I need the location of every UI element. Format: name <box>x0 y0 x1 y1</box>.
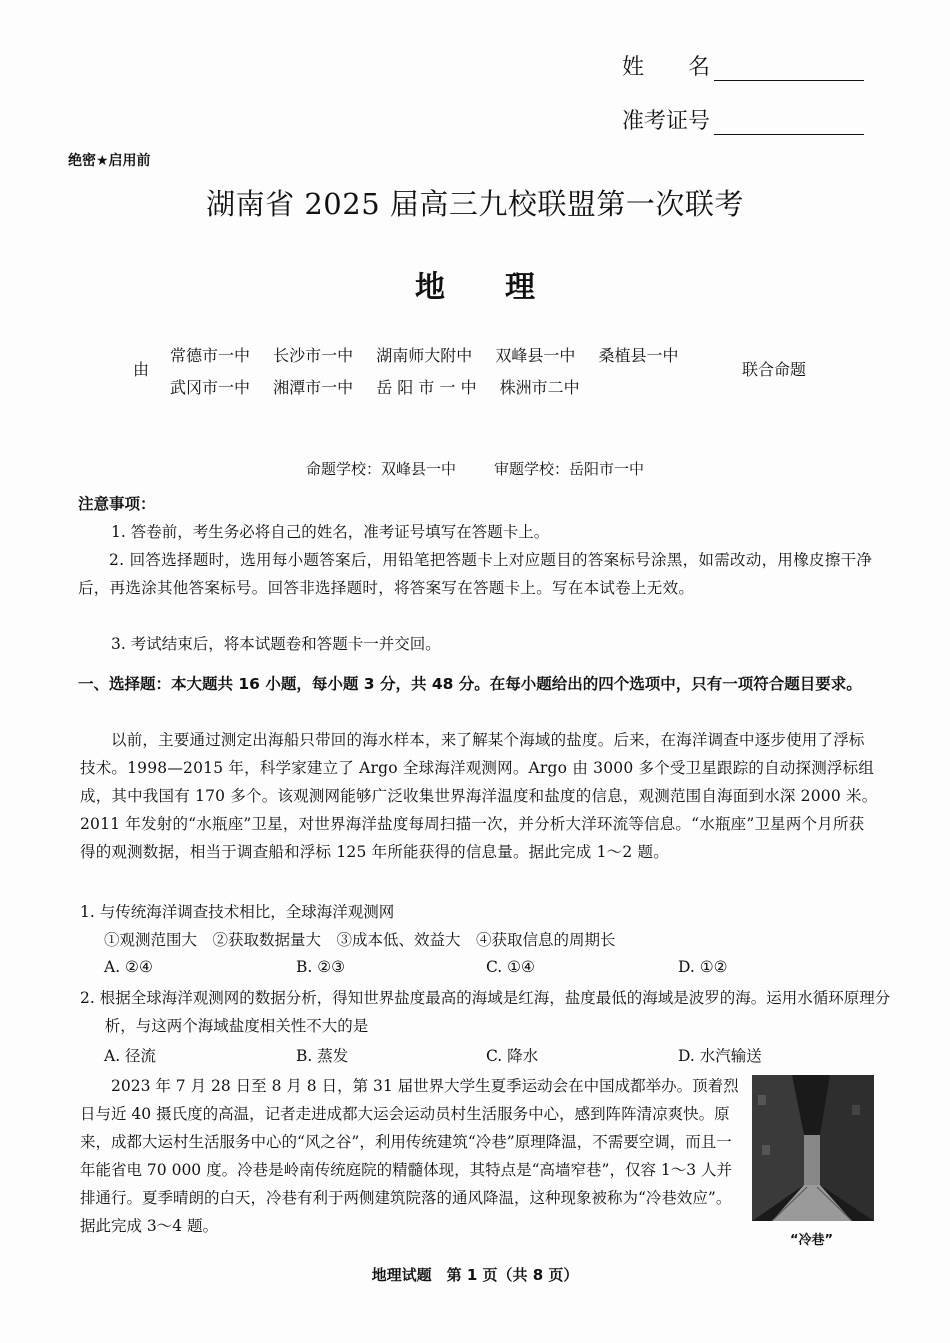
school-row-2 <box>170 375 580 398</box>
notice-item-2: 2. 回答选择题时，选用每小题答案后，用铅笔把答题卡上对应题目的答案标号涂黑，如需改动，用橡皮擦干净后，再选涂其他答案标号。回答非选择题时，将答案写在答题卡上。写在本试卷上无效。 <box>78 551 873 597</box>
q2-option-a[interactable]: A. 径流 <box>104 1047 157 1065</box>
q1-option-a[interactable]: A. ②④ <box>104 958 153 976</box>
school: 常德市一中 <box>170 346 251 365</box>
secret-label: 绝密★启用前 <box>68 153 151 169</box>
name-label: 姓 名 <box>622 55 711 80</box>
school: 武冈市一中 <box>170 378 251 397</box>
school: 岳 阳 市 一 中 <box>376 378 477 397</box>
q1-option-d[interactable]: D. ①② <box>678 958 728 976</box>
exam-number-label: 准考证号 <box>622 109 711 134</box>
exam-number-field[interactable] <box>622 104 864 135</box>
school: 湖南师大附中 <box>376 346 473 365</box>
school: 桑植县一中 <box>598 346 679 365</box>
q2-option-c[interactable]: C. 降水 <box>486 1047 539 1065</box>
school: 湘潭市一中 <box>273 378 354 397</box>
q2-option-d[interactable]: D. 水汽输送 <box>678 1047 762 1065</box>
schools-suffix: 联合命题 <box>742 360 807 379</box>
section-heading: 一、选择题：本大题共 16 小题，每小题 3 分，共 48 分。在每小题给出的四个选项中，只有一项符合题目要求。 <box>78 675 862 693</box>
question-1-items: ①观测范围大 ②获取数据量大 ③成本低、效益大 ④获取信息的周期长 <box>104 931 616 949</box>
q1-option-c[interactable]: C. ①④ <box>486 958 535 976</box>
school: 株洲市二中 <box>499 378 580 397</box>
question-2-stem: 2. 根据全球海洋观测网的数据分析，得知世界盐度最高的海域是红海，盐度最低的海域是波罗的海。运用水循环原理分析，与这两个海域盐度相关性不大的是 <box>80 989 891 1035</box>
subject-title: 地 理 <box>415 270 535 305</box>
cold-alley-photo <box>752 1075 874 1221</box>
school: 双峰县一中 <box>495 346 576 365</box>
setter-school: 命题学校：双峰县一中 审题学校：岳阳市一中 <box>305 460 645 478</box>
school-row-1 <box>170 343 678 366</box>
notice-item-1: 1. 答卷前，考生务必将自己的姓名，准考证号填写在答题卡上。 <box>111 523 550 541</box>
name-field[interactable] <box>622 50 864 81</box>
school: 长沙市一中 <box>273 346 354 365</box>
name-blank[interactable] <box>714 58 864 81</box>
q2-option-b[interactable]: B. 蒸发 <box>296 1047 349 1065</box>
schools-prefix: 由 <box>133 360 150 379</box>
material-1: 以前，主要通过测定出海船只带回的海水样本，来了解某个海域的盐度。后来，在海洋调查中逐步使用了浮标技术。1998—2015 年，科学家建立了 Argo 全球海洋观测网。Argo 由 3000 多个受卫星跟踪的自动探测浮标组成，其中我国有 170 多个。该观测网能够广泛收集世界海洋温度和盐度的信息，观测范围自海面到水深 2000 米。2011 年发射的“水瓶座”卫星，对世界海洋盐度每周扫描一次，并分析大洋环流等信息。“水瓶座”卫星两个月所获得的观测数据，相当于调查船和浮标 125 年所能获得的信息量。据此完成 1～2 题。 <box>80 731 878 861</box>
question-1-stem: 1. 与传统海洋调查技术相比，全球海洋观测网 <box>80 903 395 921</box>
notice-item-3: 3. 考试结束后，将本试题卷和答题卡一并交回。 <box>111 635 441 653</box>
alley-image <box>752 1075 874 1221</box>
material-2: 2023 年 7 月 28 日至 8 月 8 日，第 31 届世界大学生夏季运动会在中国成都举办。顶着烈日与近 40 摄氏度的高温，记者走进成都大运会运动员村生活服务中心，感到阵阵清凉爽快。原来，成都大运村生活服务中心的“风之谷”，利用传统建筑“冷巷”原理降温，不需要空调，而且一年能省电 70 000 度。冷巷是岭南传统庭院的精髓体现，其特点是“高墙窄巷”，仅容 1～3 人并排通行。夏季晴朗的白天，冷巷有利于两侧建筑院落的通风降温，这种现象被称为“冷巷效应”。据此完成 3～4 题。 <box>80 1077 739 1235</box>
q1-option-b[interactable]: B. ②③ <box>296 958 346 976</box>
page-footer: 地理试题 第 1 页（共 8 页） <box>371 1266 579 1284</box>
exam-number-blank[interactable] <box>714 112 864 135</box>
photo-caption: “冷巷” <box>790 1233 834 1248</box>
notice-heading: 注意事项： <box>78 495 156 513</box>
exam-title: 湖南省 2025 届高三九校联盟第一次联考 <box>206 187 744 221</box>
